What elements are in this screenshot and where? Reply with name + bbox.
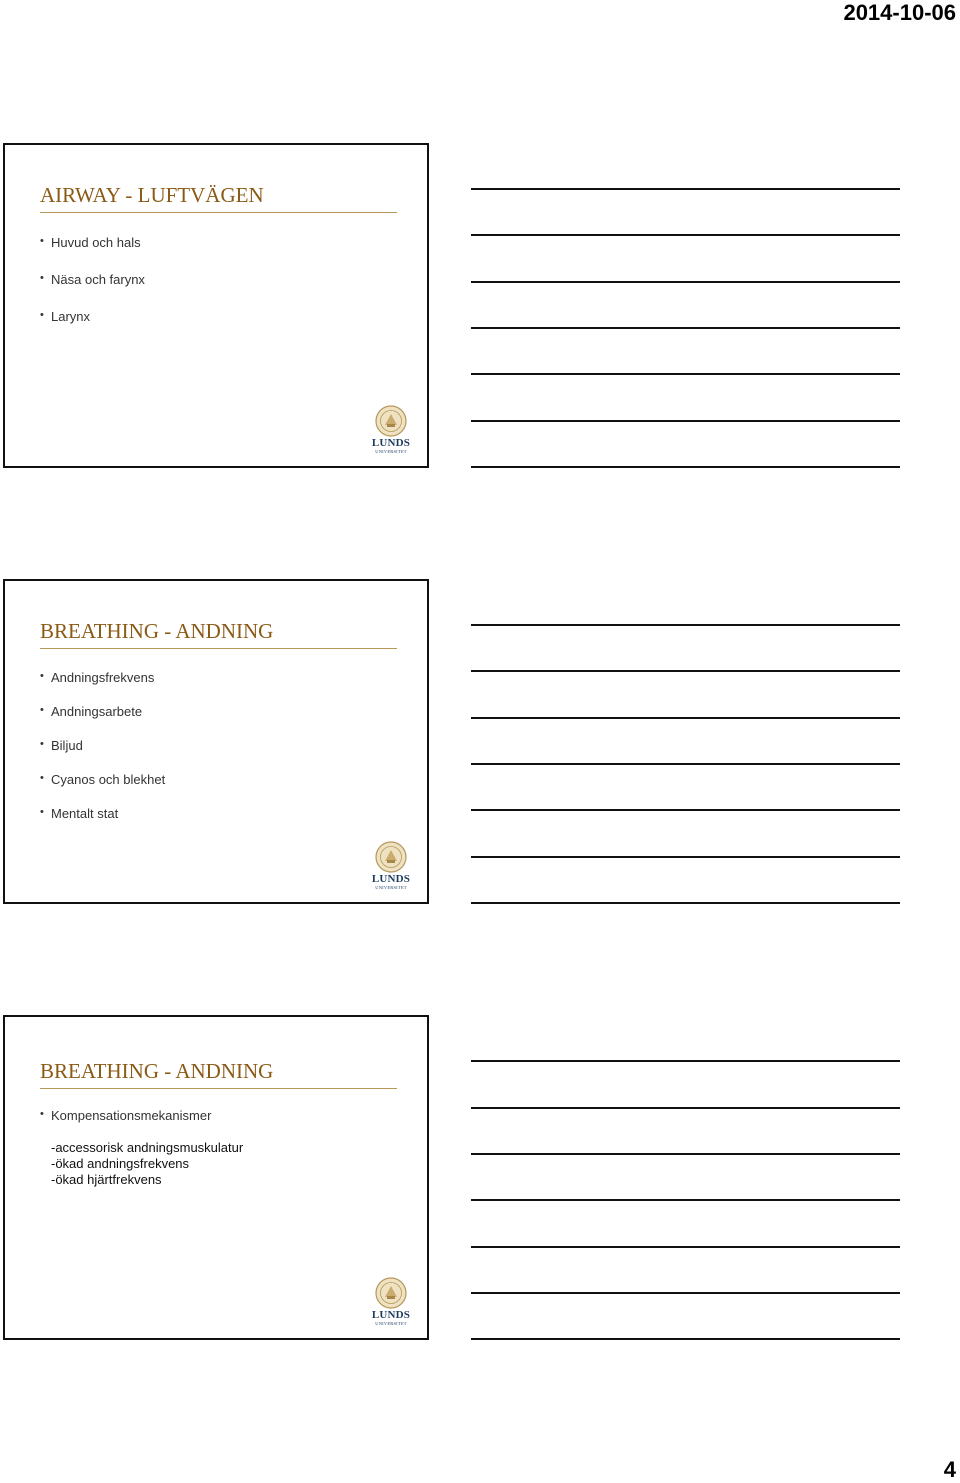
- logo-sub: UNIVERSITET: [375, 885, 407, 890]
- university-seal-icon: [375, 841, 407, 873]
- bullet-item: • Huvud och hals: [40, 235, 145, 250]
- logo-word: LUNDS: [371, 1309, 411, 1321]
- bullet-item: • Kompensationsmekanismer: [40, 1108, 211, 1123]
- bullet-item: • Cyanos och blekhet: [40, 772, 165, 787]
- note-line: [471, 670, 900, 672]
- note-line: [471, 1107, 900, 1109]
- note-line: [471, 1060, 900, 1062]
- note-line: [471, 281, 900, 283]
- note-line: [471, 717, 900, 719]
- logo-sub: UNIVERSITET: [375, 1321, 407, 1326]
- note-line: [471, 1292, 900, 1294]
- note-line: [471, 234, 900, 236]
- bullet-item: • Andningsarbete: [40, 704, 165, 719]
- lunds-universitet-logo: [371, 1277, 411, 1326]
- sub-item: -ökad hjärtfrekvens: [51, 1172, 162, 1187]
- note-line: [471, 466, 900, 468]
- note-line: [471, 188, 900, 190]
- slide-1: [3, 143, 429, 468]
- sub-item: -ökad andningsfrekvens: [51, 1156, 190, 1171]
- bullet-item: • Andningsfrekvens: [40, 670, 165, 685]
- page-number: 4: [943, 1457, 956, 1482]
- logo-sub: UNIVERSITET: [375, 449, 407, 454]
- lunds-universitet-logo: [371, 405, 411, 454]
- bullet-item: • Biljud: [40, 738, 165, 753]
- note-line: [471, 809, 900, 811]
- logo-word: LUNDS: [371, 437, 411, 449]
- sub-item: -accessorisk andningsmuskulatur: [51, 1140, 244, 1155]
- note-line: [471, 1199, 900, 1201]
- sub-list: [51, 1140, 243, 1188]
- note-line: [471, 856, 900, 858]
- page-date: 2014-10-06: [843, 0, 956, 25]
- note-line: [471, 1338, 900, 1340]
- bullet-item: • Näsa och farynx: [40, 272, 145, 287]
- note-line: [471, 420, 900, 422]
- bullet-list: [40, 1108, 211, 1123]
- bullet-item: • Mentalt stat: [40, 806, 165, 821]
- note-line: [471, 327, 900, 329]
- university-seal-icon: [375, 1277, 407, 1309]
- slide-title: AIRWAY - LUFTVÄGEN: [40, 183, 397, 213]
- bullet-item: • Larynx: [40, 309, 145, 324]
- slide-3: [3, 1015, 429, 1340]
- bullet-list: [40, 235, 145, 324]
- note-line: [471, 902, 900, 904]
- bullet-list: [40, 670, 165, 821]
- lunds-universitet-logo: [371, 841, 411, 890]
- logo-word: LUNDS: [371, 873, 411, 885]
- slide-title: BREATHING - ANDNING: [40, 1059, 397, 1089]
- note-line: [471, 624, 900, 626]
- note-line: [471, 1246, 900, 1248]
- note-line: [471, 1153, 900, 1155]
- slide-2: [3, 579, 429, 904]
- university-seal-icon: [375, 405, 407, 437]
- note-line: [471, 373, 900, 375]
- slide-title: BREATHING - ANDNING: [40, 619, 397, 649]
- note-line: [471, 763, 900, 765]
